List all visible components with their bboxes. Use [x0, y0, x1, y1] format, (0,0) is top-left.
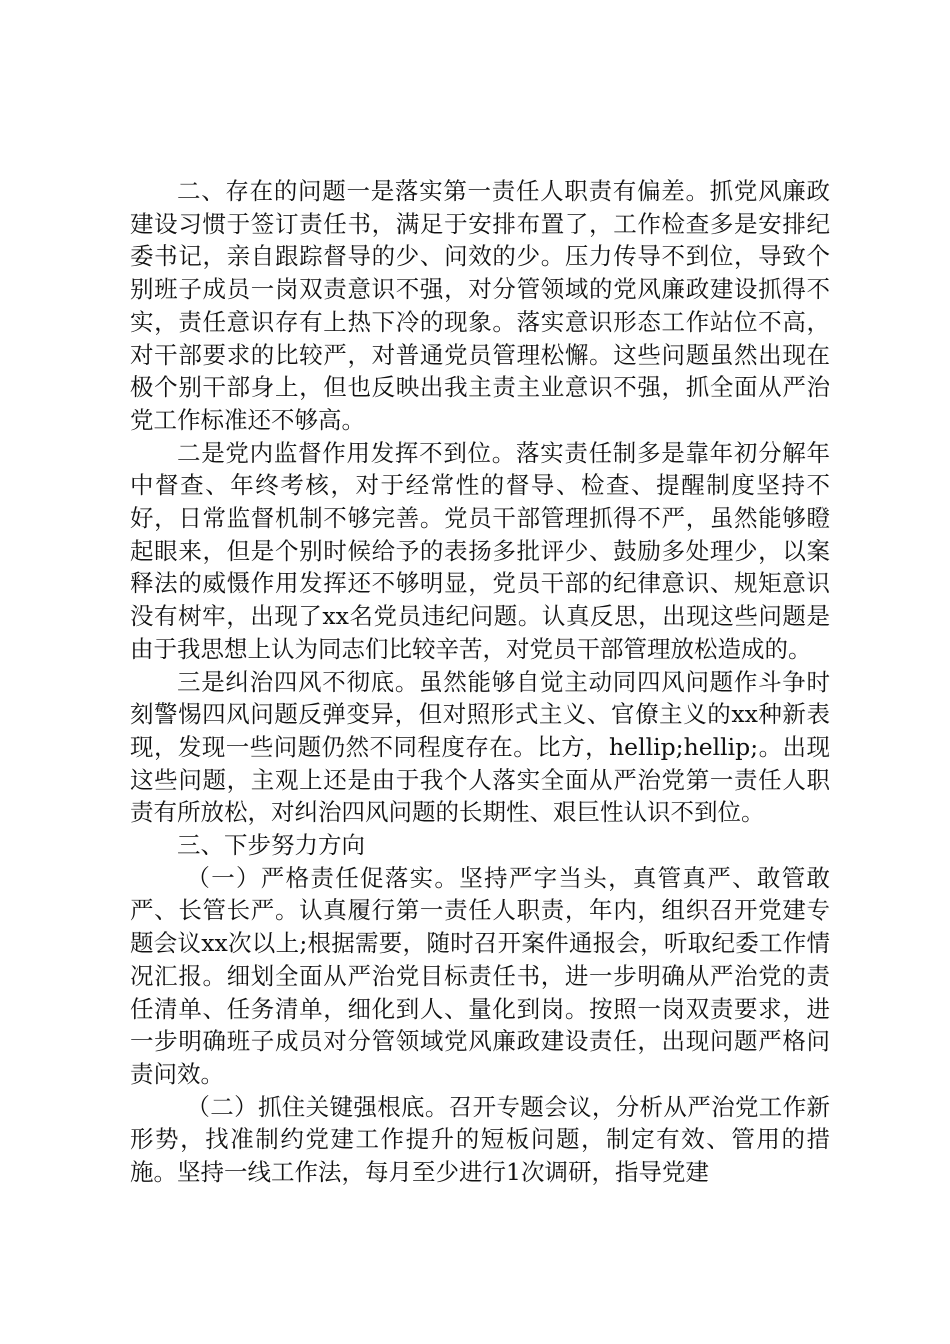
paragraph-problems-first: 二、存在的问题一是落实第一责任人职责有偏差。抓党风廉政建设习惯于签订责任书，满足于安排布置了，工作检查多是安排纪委书记，亲自跟踪督导的少、问效的少。压力传导不到位，导致个别班子成员一岗双责意识不强，对分管领域的党风廉政建设抓得不实，责任意识存有上热下冷的现象。落实意识形态工作站位不高，对干部要求的比较严，对普通党员管理松懈。这些问题虽然出现在极个别干部身上，但也反映出我主责主业意识不强，抓全面从严治党工作标准还不够高。: [130, 177, 830, 434]
paragraph-strict-responsibility: （一）严格责任促落实。坚持严字当头，真管真严、敢管敢严、长管长严。认真履行第一责任人职责，年内，组织召开党建专题会议xx次以上;根据需要，随时召开案件通报会，听取纪委工作情况汇报。细划全面从严治党目标责任书，进一步明确从严治党的责任清单、任务清单，细化到人、量化到岗。按照一岗双责要求，进一步明确班子成员对分管领域党风廉政建设责任，出现问题严格问责问效。: [130, 863, 830, 1088]
paragraph-four-winds: 三是纠治四风不彻底。虽然能够自觉主动同四风问题作斗争时刻警惕四风问题反弹变异，但对照形式主义、官僚主义的xx种新表现，发现一些问题仍然不同程度存在。比方，hellip;hellip;。出现这些问题，主观上还是由于我个人落实全面从严治党第一责任人职责有所放松，对纠治四风问题的长期性、艰巨性认识不到位。: [130, 667, 830, 827]
paragraph-supervision: 二是党内监督作用发挥不到位。落实责任制多是靠年初分解年中督查、年终考核，对于经常性的督导、检查、提醒制度坚持不好，日常监督机制不够完善。党员干部管理抓得不严，虽然能够瞪起眼来，但是个别时候给予的表扬多批评少、鼓励多处理少，以案释法的威慑作用发挥还不够明显，党员干部的纪律意识、规矩意识没有树牢，出现了xx名党员违纪问题。认真反思，出现这些问题是由于我思想上认为同志们比较辛苦，对党员干部管理放松造成的。: [130, 438, 830, 663]
section-heading-next-steps: 三、下步努力方向: [177, 831, 365, 860]
paragraph-key-points: （二）抓住关键强根底。召开专题会议，分析从严治党工作新形势，找准制约党建工作提升的短板问题，制定有效、管用的措施。坚持一线工作法，每月至少进行1次调研，指导党建: [130, 1092, 830, 1187]
document-body: [130, 175, 830, 1189]
